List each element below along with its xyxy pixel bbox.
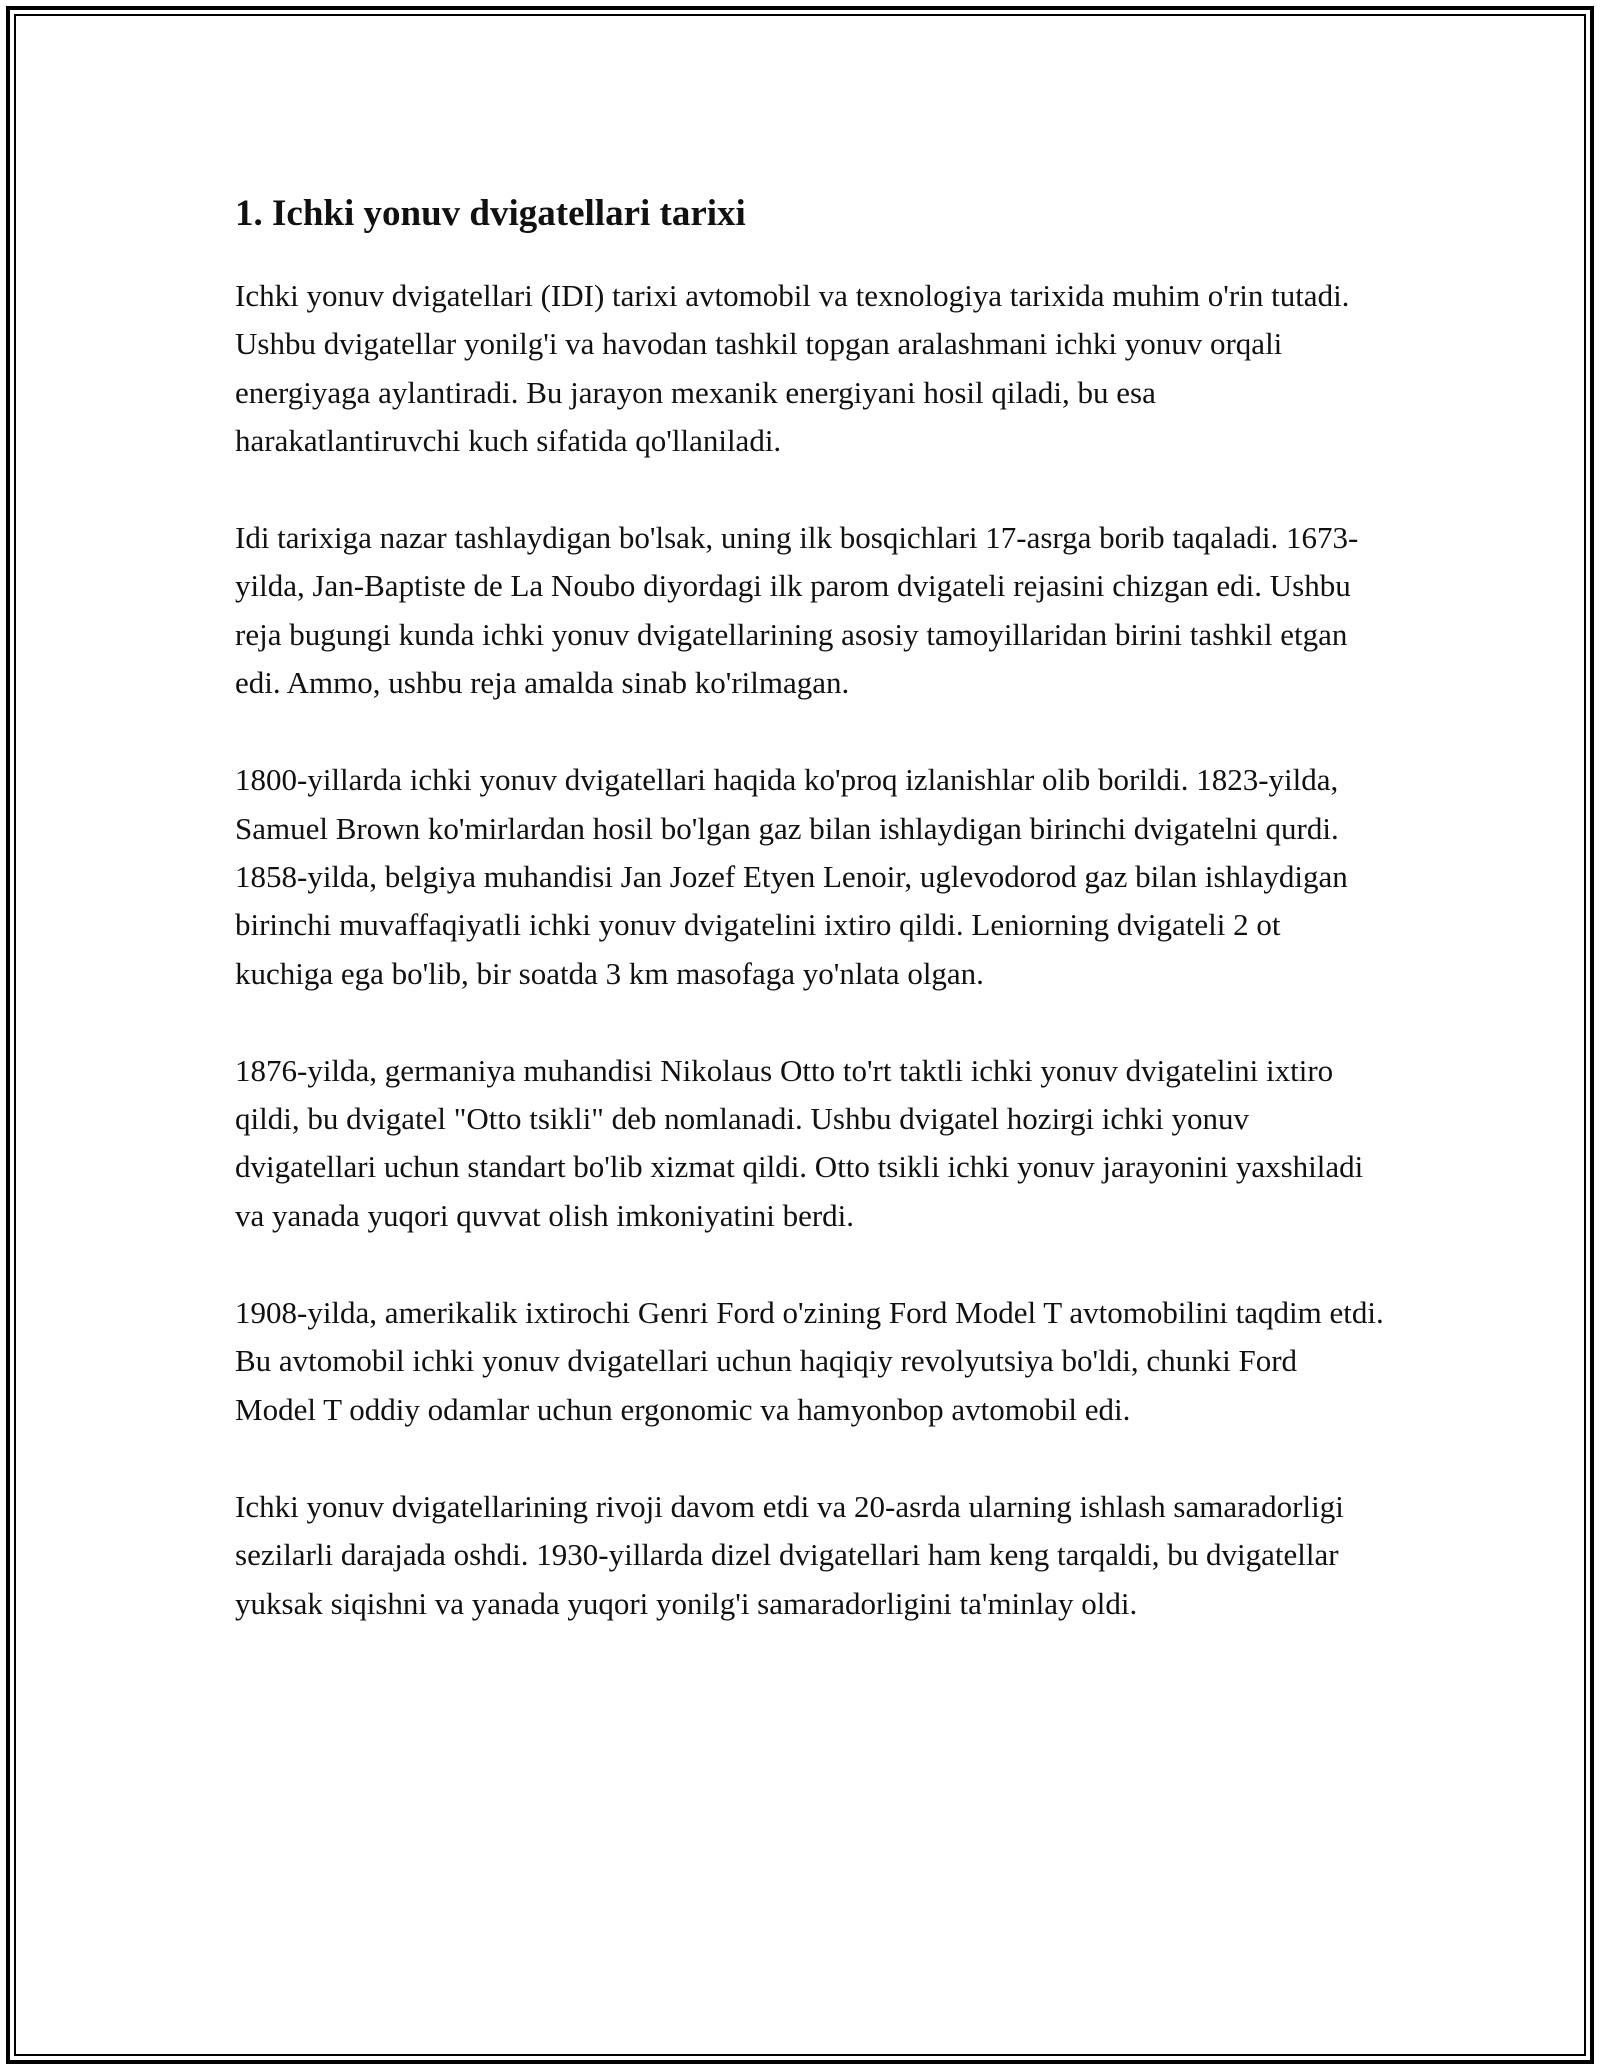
paragraph-1800s: 1800-yillarda ichki yonuv dvigatellari haqida ko'proq izlanishlar olib borildi. 1823-yilda, Samuel Brown ko'mirlardan hosil bo'lgan gaz bilan ishlaydigan birinchi dvigatelni qurdi. 1858-yilda, belgiya muhandisi Jan Jozef Etyen Lenoir, uglevodorod gaz bilan ishlaydigan birinchi muvaffaqiyatli ichki yonuv dvigatelini ixtiro qildi. Leniorning dvigateli 2 ot kuchiga ega bo'lib, bir soatda 3 km masofaga yo'nlata olgan. bbox=[235, 762, 1348, 991]
paragraph-17th-century: Idi tarixiga nazar tashlaydigan bo'lsak, uning ilk bosqichlari 17-asrga borib taqaladi. 1673-yilda, Jan-Baptiste de La Noubo diyordagi ilk parom dvigateli rejasini chizgan edi. Ushbu reja bugungi kunda ichki yonuv dvigatellarining asosiy tamoyillaridan birini tashkil etgan edi. Ammo, ushbu reja amalda sinab ko'rilmagan. bbox=[235, 520, 1359, 701]
document-body bbox=[235, 186, 1385, 1677]
paragraph-otto-cycle: 1876-yilda, germaniya muhandisi Nikolaus Otto to'rt taktli ichki yonuv dvigatelini ixtiro qildi, bu dvigatel "Otto tsikli" deb nomlanadi. Ushbu dvigatel hozirgi ichki yonuv dvigatellari uchun standart bo'lib xizmat qildi. Otto tsikli ichki yonuv jarayonini yaxshiladi va yanada yuqori quvvat olish imkoniyatini berdi. bbox=[235, 1052, 1364, 1233]
paragraph-20th-century: Ichki yonuv dvigatellarining rivoji davom etdi va 20-asrda ularning ishlash samaradorligi sezilarli darajada oshdi. 1930-yillarda dizel dvigatellari ham keng tarqaldi, bu dvigatellar yuksak siqishni va yanada yuqori yonilg'i samaradorligini ta'minlay oldi. bbox=[235, 1488, 1344, 1621]
paragraph-ford-model-t: 1908-yilda, amerikalik ixtirochi Genri Ford o'zining Ford Model T avtomobilini taqdim etdi. Bu avtomobil ichki yonuv dvigatellari uchun haqiqiy revolyutsiya bo'ldi, chunki Ford Model T oddiy odamlar uchun ergonomic va hamyonbop avtomobil edi. bbox=[235, 1295, 1384, 1427]
paragraph-intro: Ichki yonuv dvigatellari (IDI) tarixi avtomobil va texnologiya tarixida muhim o'rin tutadi. Ushbu dvigatellar yonilg'i va havodan tashkil topgan aralashmani ichki yonuv orqali energiyaga aylantiradi. Bu jarayon mexanik energiyani hosil qiladi, bu esa harakatlantiruvchi kuch sifatida qo'llaniladi. bbox=[235, 278, 1350, 458]
section-heading: 1. Ichki yonuv dvigatellari tarixi bbox=[235, 193, 746, 234]
